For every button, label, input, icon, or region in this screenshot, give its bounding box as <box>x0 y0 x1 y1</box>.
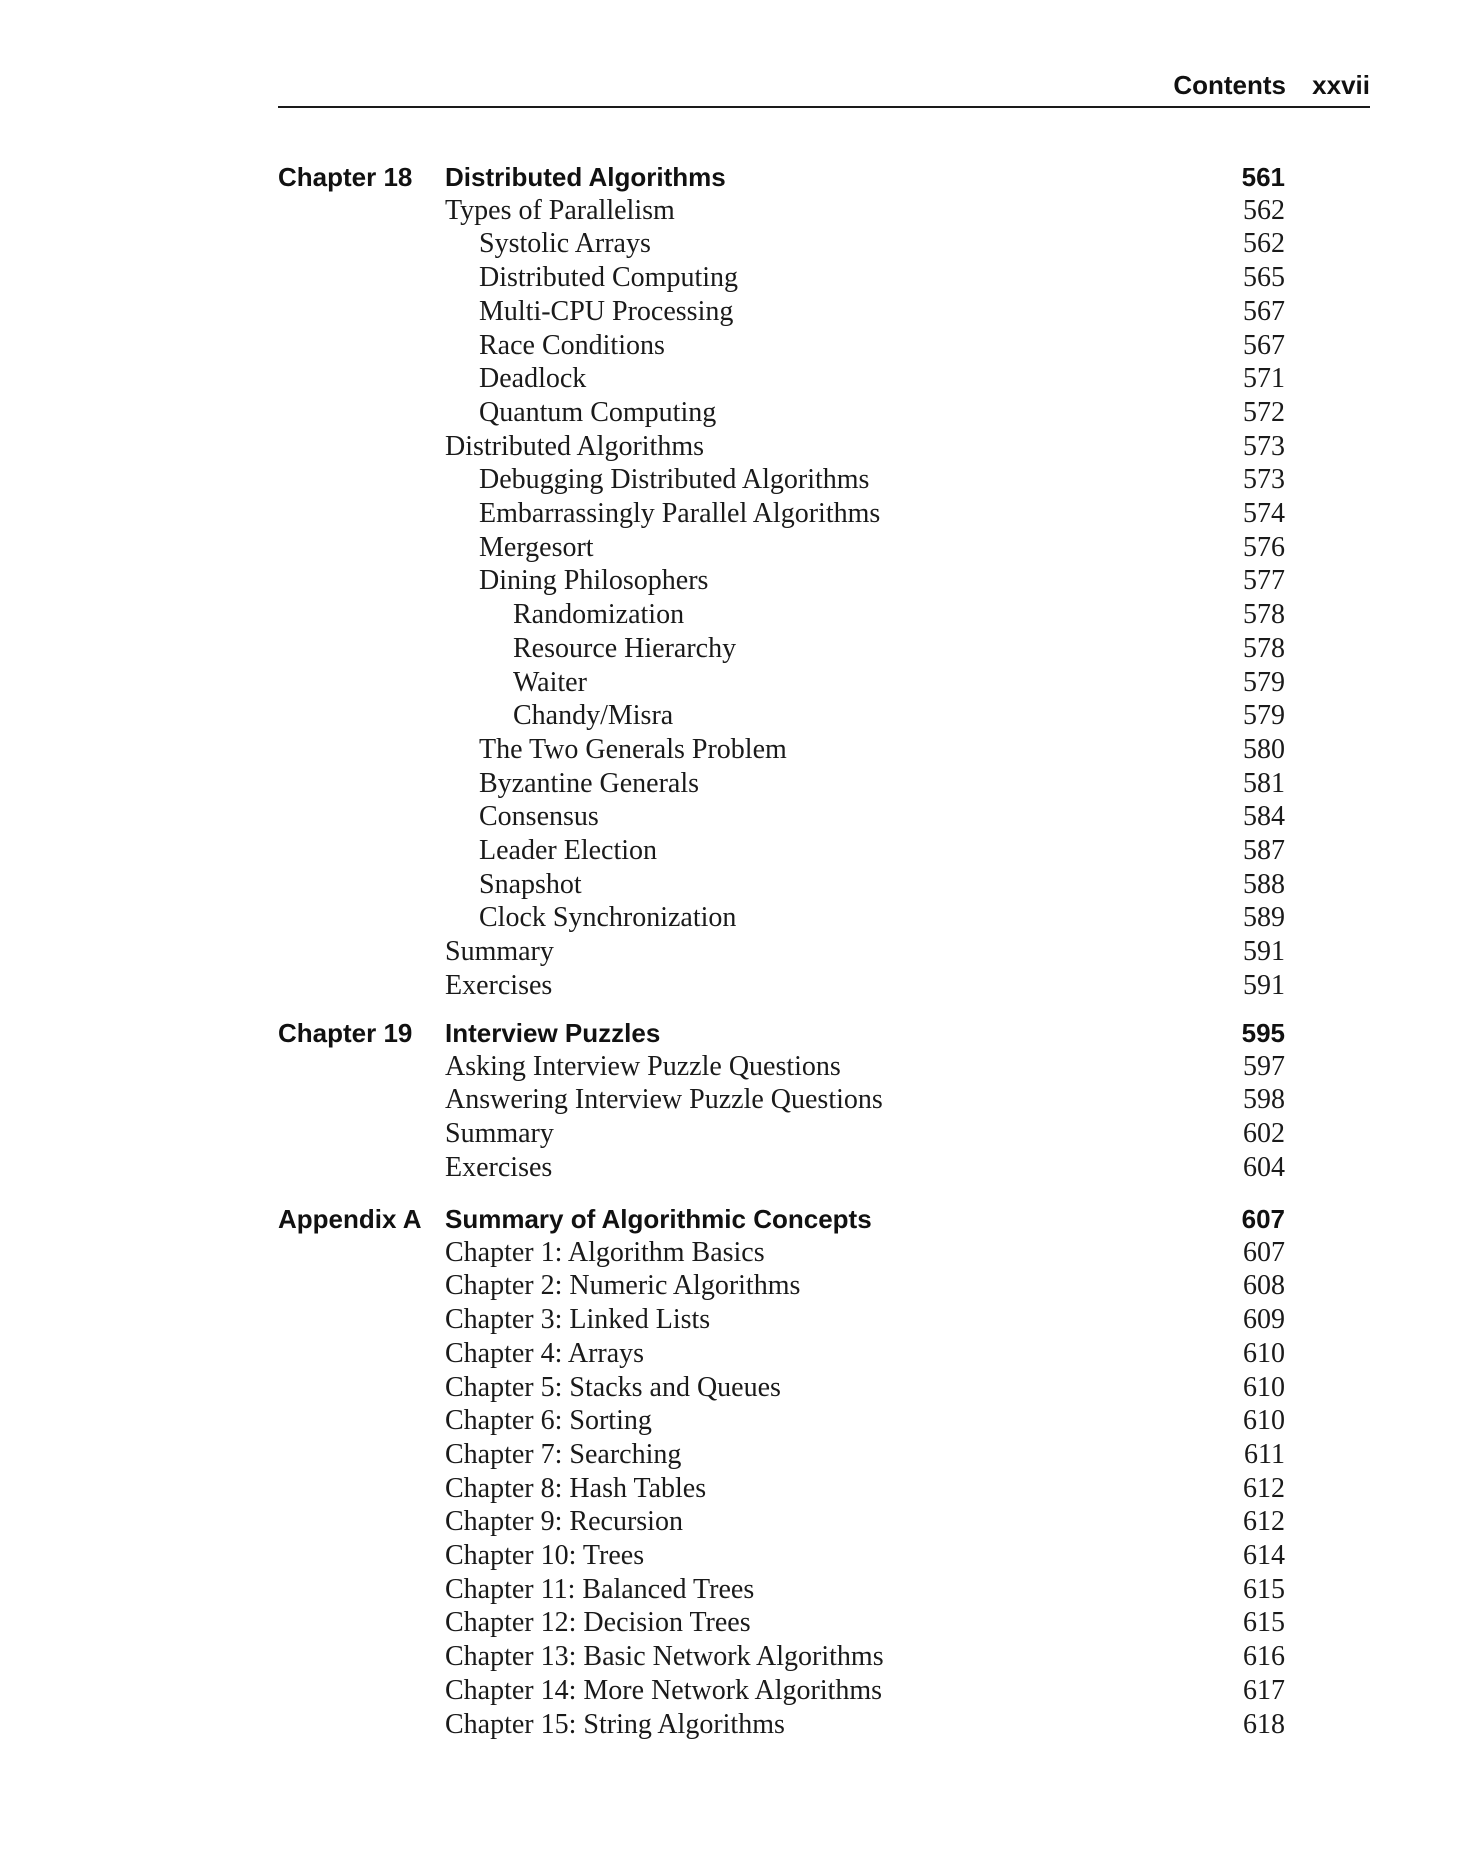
toc-entry-title: Exercises <box>445 1151 553 1183</box>
toc-entry[interactable] <box>0 261 1475 295</box>
toc-entry-title: Race Conditions <box>479 329 665 361</box>
toc-entry[interactable] <box>0 1438 1475 1472</box>
toc-entry-page: 562 <box>1243 194 1285 226</box>
toc-entry[interactable] <box>0 1674 1475 1708</box>
toc-entry-page: 571 <box>1243 363 1285 395</box>
toc-entry[interactable] <box>0 1050 1475 1084</box>
toc-entry-title: Systolic Arrays <box>479 228 651 260</box>
toc-entry-page: 567 <box>1243 295 1285 327</box>
toc-entry-page: 608 <box>1243 1270 1285 1302</box>
toc-entry-title: Chapter 6: Sorting <box>445 1405 652 1437</box>
toc-entry-page: 591 <box>1243 969 1285 1001</box>
toc-entry[interactable] <box>0 1708 1475 1742</box>
toc-entry[interactable] <box>0 1371 1475 1405</box>
toc-entry-page: 607 <box>1243 1236 1285 1268</box>
toc-entry[interactable] <box>0 1606 1475 1640</box>
toc-entry[interactable] <box>0 430 1475 464</box>
toc-entry[interactable] <box>0 699 1475 733</box>
header-page-number: xxvii <box>1312 70 1370 100</box>
toc-entry[interactable] <box>0 800 1475 834</box>
toc-entry-page: 615 <box>1243 1573 1285 1605</box>
toc-entry-page: 579 <box>1243 700 1285 732</box>
toc-entry-page: 579 <box>1243 666 1285 698</box>
toc-entry-title: Exercises <box>445 969 553 1001</box>
toc-entry-title: Chapter 5: Stacks and Queues <box>445 1371 781 1403</box>
toc-entry[interactable] <box>0 227 1475 261</box>
toc-entry[interactable] <box>0 1083 1475 1117</box>
toc-entry-title: Chapter 14: More Network Algorithms <box>445 1674 883 1706</box>
toc-entry-title: Dining Philosophers <box>479 565 709 597</box>
toc-entry-page: 611 <box>1244 1438 1285 1470</box>
toc-entry-page: 616 <box>1243 1641 1285 1673</box>
toc-entry-page: 587 <box>1243 835 1285 866</box>
toc-entry-title: Chapter 3: Linked Lists <box>445 1304 711 1336</box>
toc-entry-page: 581 <box>1243 767 1285 799</box>
toc-entry-title: Byzantine Generals <box>479 767 700 799</box>
toc-entry-page: 602 <box>1243 1118 1285 1150</box>
toc-entry-page: 584 <box>1243 801 1285 833</box>
header-title: Contents <box>1173 70 1286 100</box>
toc-entry-page: 610 <box>1243 1337 1285 1369</box>
toc-entry[interactable] <box>0 564 1475 598</box>
toc-entry[interactable] <box>0 733 1475 767</box>
toc-chapter-title: Summary of Algorithmic Concepts <box>445 1204 872 1234</box>
toc-entry-title: Consensus <box>479 801 599 833</box>
section-label: Chapter 18 <box>278 162 413 192</box>
toc-entry-page: 604 <box>1243 1151 1285 1183</box>
toc-entry-page: 565 <box>1243 262 1285 294</box>
toc-entry-page: 610 <box>1243 1405 1285 1437</box>
toc-entry[interactable] <box>0 1505 1475 1539</box>
toc-entry-page: 574 <box>1243 498 1285 529</box>
toc-entry-page: 572 <box>1243 396 1285 428</box>
toc-entry[interactable] <box>0 362 1475 396</box>
toc-chapter-heading[interactable] <box>0 160 1475 194</box>
toc-entry[interactable] <box>0 632 1475 666</box>
toc-entry-title: Chapter 15: String Algorithms <box>445 1708 785 1740</box>
toc-entry[interactable] <box>0 1151 1475 1185</box>
toc-entry[interactable] <box>0 1269 1475 1303</box>
toc-entry[interactable] <box>0 329 1475 363</box>
section-label: Appendix A <box>278 1204 422 1234</box>
toc-entry-title: Waiter <box>513 666 587 698</box>
toc-entry-title: Randomization <box>513 599 685 631</box>
toc-entry-page: 578 <box>1243 599 1285 631</box>
toc-entry-title: Asking Interview Puzzle Questions <box>445 1050 841 1082</box>
toc-entry-title: Summary <box>445 1118 554 1150</box>
toc-entry[interactable] <box>0 1117 1475 1151</box>
toc-entry-title: Types of Parallelism <box>445 194 675 226</box>
toc-entry-page: 589 <box>1243 902 1285 934</box>
toc-entry-page: 614 <box>1243 1540 1285 1571</box>
toc-entry-title: Resource Hierarchy <box>513 632 737 664</box>
toc-entry[interactable] <box>0 497 1475 531</box>
toc-entry-title: The Two Generals Problem <box>479 733 787 765</box>
toc-chapter-title: Interview Puzzles <box>445 1018 661 1048</box>
toc-entry[interactable] <box>0 1472 1475 1506</box>
toc-entry-page: 612 <box>1243 1472 1285 1504</box>
toc-entry-title: Quantum Computing <box>479 396 717 428</box>
toc-entry-page: 567 <box>1243 329 1285 361</box>
toc-entry-title: Answering Interview Puzzle Questions <box>445 1084 883 1116</box>
toc-entry[interactable] <box>0 868 1475 902</box>
toc-entry[interactable] <box>0 1303 1475 1337</box>
toc-entry[interactable] <box>0 194 1475 228</box>
toc-entry[interactable] <box>0 901 1475 935</box>
toc-entry[interactable] <box>0 767 1475 801</box>
toc-entry-page: 615 <box>1243 1607 1285 1639</box>
toc-chapter-page: 595 <box>1241 1018 1285 1048</box>
toc-entry[interactable] <box>0 666 1475 700</box>
toc-entry-title: Multi-CPU Processing <box>479 295 734 327</box>
toc-entry-title: Chapter 4: Arrays <box>445 1337 645 1369</box>
toc-entry-title: Clock Synchronization <box>479 902 737 934</box>
toc-entry[interactable] <box>0 834 1475 868</box>
running-header <box>278 66 1370 108</box>
toc-entry[interactable] <box>0 969 1475 1003</box>
toc-entry-title: Chapter 8: Hash Tables <box>445 1472 707 1504</box>
toc-entry-page: 576 <box>1243 531 1285 563</box>
toc-entry-title: Chapter 1: Algorithm Basics <box>445 1236 765 1268</box>
toc-entry[interactable] <box>0 1640 1475 1674</box>
toc-entry[interactable] <box>0 531 1475 565</box>
toc-chapter-title: Distributed Algorithms <box>445 162 726 192</box>
toc-entry-page: 562 <box>1243 228 1285 260</box>
toc-entry-title: Embarrassingly Parallel Algorithms <box>479 498 881 529</box>
toc-entry-page: 598 <box>1243 1084 1285 1116</box>
toc-entry-title: Leader Election <box>479 835 658 866</box>
toc-entry-page: 597 <box>1243 1050 1285 1082</box>
toc-entry[interactable] <box>0 935 1475 969</box>
toc-entry[interactable] <box>0 295 1475 329</box>
toc-entry-page: 588 <box>1243 868 1285 900</box>
toc-entry-title: Chandy/Misra <box>513 700 674 732</box>
toc-entry-page: 591 <box>1243 936 1285 968</box>
toc-chapter-heading[interactable] <box>0 1202 1475 1236</box>
toc-entry-page: 610 <box>1243 1371 1285 1403</box>
toc-entry-title: Chapter 11: Balanced Trees <box>445 1573 755 1605</box>
toc-entry-title: Chapter 9: Recursion <box>445 1506 683 1538</box>
toc-entry[interactable] <box>0 1404 1475 1438</box>
section-label: Chapter 19 <box>278 1018 413 1048</box>
toc-entry-title: Deadlock <box>479 363 587 395</box>
toc-entry[interactable] <box>0 1573 1475 1607</box>
toc-chapter-heading[interactable] <box>0 1016 1475 1050</box>
toc-entry-title: Chapter 2: Numeric Algorithms <box>445 1270 801 1302</box>
toc-entry-title: Distributed Algorithms <box>445 430 704 462</box>
toc-entry-title: Chapter 7: Searching <box>445 1438 682 1470</box>
toc-entry-title: Chapter 10: Trees <box>445 1540 645 1571</box>
toc-chapter-page: 561 <box>1241 162 1285 192</box>
toc-entry-title: Mergesort <box>479 531 594 563</box>
toc-chapter-page: 607 <box>1241 1204 1285 1234</box>
toc-entry[interactable] <box>0 1337 1475 1371</box>
toc-entry[interactable] <box>0 598 1475 632</box>
toc-entry-page: 573 <box>1243 464 1285 496</box>
toc-entry-page: 580 <box>1243 733 1285 765</box>
toc-entry-title: Distributed Computing <box>479 262 738 294</box>
toc-entry-title: Chapter 13: Basic Network Algorithms <box>445 1641 884 1673</box>
toc-entry-page: 577 <box>1243 565 1285 597</box>
toc-entry[interactable] <box>0 463 1475 497</box>
toc-entry-page: 609 <box>1243 1304 1285 1336</box>
toc-entry[interactable] <box>0 1539 1475 1573</box>
toc-entry-title: Debugging Distributed Algorithms <box>479 464 870 496</box>
toc-entry[interactable] <box>0 396 1475 430</box>
toc-entry-title: Snapshot <box>479 868 582 900</box>
toc-entry-page: 573 <box>1243 430 1285 462</box>
toc-entry-title: Chapter 12: Decision Trees <box>445 1607 751 1639</box>
toc-entry-page: 612 <box>1243 1506 1285 1538</box>
toc-entry-title: Summary <box>445 936 554 968</box>
toc-entry-page: 617 <box>1243 1674 1285 1706</box>
toc-entry-page: 578 <box>1243 632 1285 664</box>
toc-entry-page: 618 <box>1243 1708 1285 1740</box>
toc-entry[interactable] <box>0 1236 1475 1270</box>
